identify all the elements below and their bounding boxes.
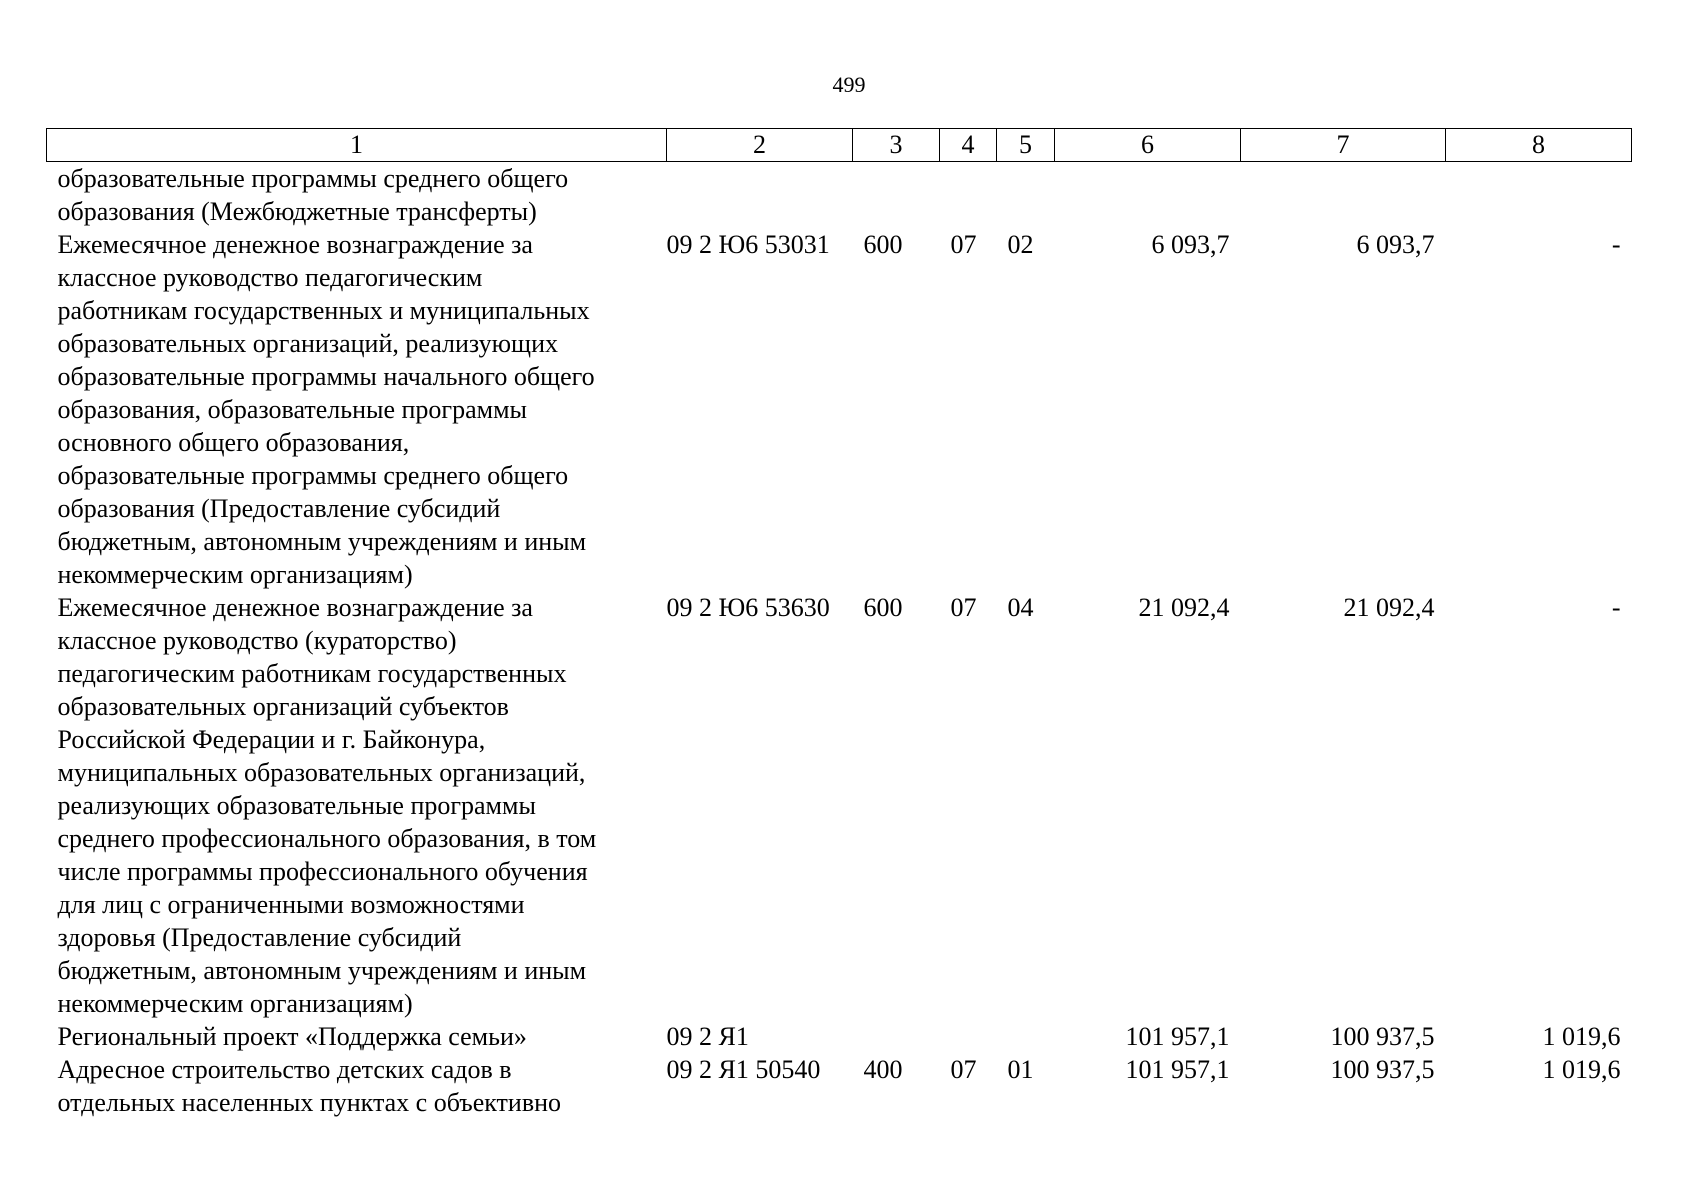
row-name-line: бюджетным, автономным учреждениям и иным xyxy=(57,956,587,985)
subsection xyxy=(997,162,1055,229)
subsection xyxy=(997,1020,1055,1053)
row-name xyxy=(47,591,667,1020)
budget-table xyxy=(46,128,1632,1119)
table-row xyxy=(47,228,1632,591)
row-name-line: Ежемесячное денежное вознаграждение за xyxy=(57,593,533,622)
row-name-line: некоммерческим организациям) xyxy=(57,989,413,1018)
target-code: 09 2 Я1 xyxy=(666,1022,749,1051)
row-name-line: классное руководство педагогическим xyxy=(57,263,483,292)
row-name-line: работникам государственных и муниципальных xyxy=(57,296,590,325)
page-number: 499 xyxy=(832,72,866,97)
table-row xyxy=(47,1020,1632,1053)
row-name-line: классное руководство (кураторство) xyxy=(57,626,457,655)
amount-regional xyxy=(1446,162,1632,229)
amount-federal xyxy=(1241,162,1446,229)
amount-regional: - xyxy=(1611,230,1621,259)
column-header-6: 6 xyxy=(1055,129,1241,162)
row-name-line: здоровья (Предоставление субсидий xyxy=(57,923,462,952)
target-code: 09 2 Я1 50540 xyxy=(666,1055,821,1084)
amount-total xyxy=(1055,162,1241,229)
amount-federal: 100 937,5 xyxy=(1330,1055,1435,1084)
row-name-line: для лиц с ограниченными возможностями xyxy=(57,890,525,919)
row-name-line: педагогическим работникам государственных xyxy=(57,659,567,688)
row-name-line: числе программы профессионального обучения xyxy=(57,857,588,886)
section: 07 xyxy=(950,593,977,622)
section xyxy=(940,1020,997,1053)
row-name-line: некоммерческим организациям) xyxy=(57,560,413,589)
row-name-line: образовательных организаций субъектов xyxy=(57,692,509,721)
row-name-line: Ежемесячное денежное вознаграждение за xyxy=(57,230,533,259)
row-name-line: Адресное строительство детских садов в xyxy=(57,1055,512,1084)
column-header-8: 8 xyxy=(1446,129,1632,162)
expense-type: 400 xyxy=(863,1055,903,1084)
row-name-line: образовательные программы среднего общего xyxy=(57,461,569,490)
subsection: 01 xyxy=(1007,1055,1034,1084)
amount-regional: 1 019,6 xyxy=(1542,1055,1621,1084)
amount-total: 101 957,1 xyxy=(1125,1055,1230,1084)
table-row xyxy=(47,591,1632,1020)
row-name xyxy=(47,162,667,229)
row-name-line: среднего профессионального образования, в том xyxy=(57,824,597,853)
table-header xyxy=(47,129,1632,162)
section: 07 xyxy=(950,1055,977,1084)
column-header-3: 3 xyxy=(853,129,940,162)
row-name-line: образовательные программы начального общего xyxy=(57,362,595,391)
target-code: 09 2 Ю6 53630 xyxy=(666,593,830,622)
row-name-line: основного общего образования, xyxy=(57,428,410,457)
row-name-line: отдельных населенных пунктах с объективно xyxy=(57,1088,562,1117)
amount-federal: 6 093,7 xyxy=(1356,230,1435,259)
table-row xyxy=(47,1053,1632,1119)
amount-total: 101 957,1 xyxy=(1125,1022,1230,1051)
row-name-line: образования, образовательные программы xyxy=(57,395,527,424)
row-name-line: образования (Межбюджетные трансферты) xyxy=(57,197,537,226)
table-body xyxy=(47,162,1632,1120)
amount-total: 6 093,7 xyxy=(1151,230,1230,259)
row-name-line: муниципальных образовательных организаций, xyxy=(57,758,586,787)
expense-type xyxy=(853,162,940,229)
column-header-7: 7 xyxy=(1241,129,1446,162)
expense-type xyxy=(853,1020,940,1053)
target-code: 09 2 Ю6 53031 xyxy=(666,230,830,259)
amount-federal: 100 937,5 xyxy=(1330,1022,1435,1051)
expense-type: 600 xyxy=(863,230,903,259)
column-header-5: 5 xyxy=(997,129,1055,162)
row-name xyxy=(47,228,667,591)
amount-regional: - xyxy=(1611,593,1621,622)
target-code xyxy=(667,162,853,229)
row-name-line: Российской Федерации и г. Байконура, xyxy=(57,725,486,754)
amount-regional: 1 019,6 xyxy=(1542,1022,1621,1051)
section xyxy=(940,162,997,229)
row-name-line: бюджетным, автономным учреждениям и иным xyxy=(57,527,587,556)
amount-federal: 21 092,4 xyxy=(1343,593,1435,622)
row-name-line: Региональный проект «Поддержка семьи» xyxy=(57,1022,527,1051)
row-name-line: реализующих образовательные программы xyxy=(57,791,536,820)
subsection: 02 xyxy=(1007,230,1034,259)
row-name-line: образования (Предоставление субсидий xyxy=(57,494,501,523)
section: 07 xyxy=(950,230,977,259)
amount-total: 21 092,4 xyxy=(1138,593,1230,622)
subsection: 04 xyxy=(1007,593,1034,622)
expense-type: 600 xyxy=(863,593,903,622)
column-header-2: 2 xyxy=(667,129,853,162)
row-name-line: образовательные программы среднего общего xyxy=(57,164,569,193)
column-header-1: 1 xyxy=(47,129,667,162)
row-name xyxy=(47,1053,667,1119)
column-number-row xyxy=(47,129,1632,162)
column-header-4: 4 xyxy=(940,129,997,162)
row-name-line: образовательных организаций, реализующих xyxy=(57,329,558,358)
table-row xyxy=(47,162,1632,229)
row-name xyxy=(47,1020,667,1053)
